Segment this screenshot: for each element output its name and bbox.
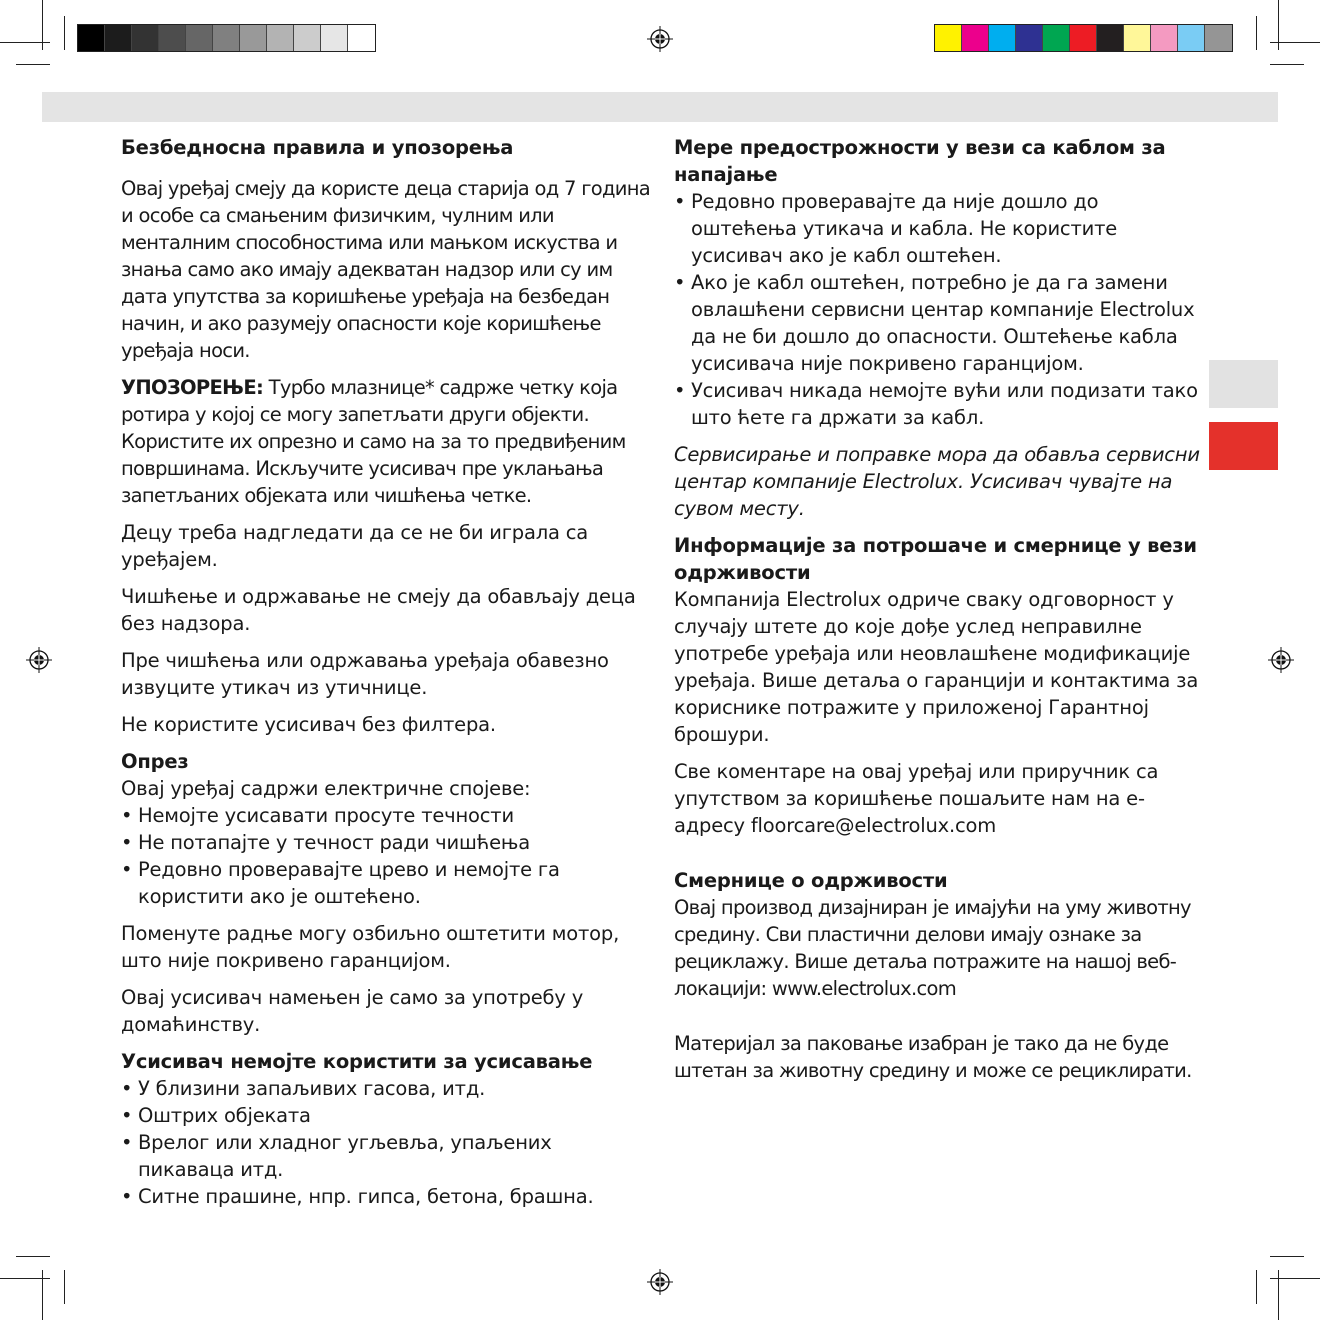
crop-mark bbox=[64, 1270, 65, 1304]
color-swatch bbox=[78, 25, 105, 51]
color-swatch bbox=[240, 25, 267, 51]
registration-mark-icon bbox=[647, 26, 673, 52]
caution-list bbox=[121, 802, 651, 910]
cleaning-paragraph: Чишћење и одржавање не смеју да обављају деца без надзора. bbox=[121, 585, 636, 635]
registration-mark-icon bbox=[1268, 647, 1294, 673]
right-column bbox=[674, 134, 1204, 1094]
color-swatch bbox=[321, 25, 348, 51]
color-swatch bbox=[1178, 25, 1205, 51]
crop-mark bbox=[0, 42, 50, 43]
service-paragraph: Сервисирање и поправке мора да обавља сервисни центар компаније Electrolux. Усисивач чувајте на сувом месту. bbox=[674, 443, 1200, 520]
crop-mark bbox=[0, 1278, 50, 1279]
warning-text: Турбо млазнице* садрже четку која ротира у којој се могу запетљати други објекти. Користите их опрезно и само на за то предвиђеним површинама. Искључите усисивач пре уклањања запетљаних објеката или чишћења четке. bbox=[121, 376, 626, 507]
color-swatch bbox=[186, 25, 213, 51]
cable-title: Мере предострожности у вези са каблом за напајање bbox=[674, 136, 1166, 186]
color-swatch bbox=[1016, 25, 1043, 51]
color-swatch bbox=[294, 25, 321, 51]
caution-intro: Овај уређај садржи електричне спојеве: bbox=[121, 777, 531, 800]
list-item: • Немојте усисавати просуте течности bbox=[121, 802, 651, 829]
side-tab-grey bbox=[1209, 360, 1278, 408]
donot-title: Усисивач немојте користити за усисавање bbox=[121, 1050, 593, 1073]
crop-mark bbox=[1270, 1278, 1320, 1279]
crop-mark bbox=[1256, 16, 1257, 50]
sustain-title: Смернице о одрживости bbox=[674, 869, 948, 892]
caution-title: Опрез bbox=[121, 750, 189, 773]
color-swatch bbox=[1070, 25, 1097, 51]
cable-list bbox=[674, 188, 1204, 431]
donot-list bbox=[121, 1075, 651, 1210]
motor-paragraph: Поменуте радње могу озбиљно оштетити мотор, што није покривено гаранцијом. bbox=[121, 922, 620, 972]
grayscale-color-bar bbox=[77, 24, 376, 52]
color-swatch bbox=[132, 25, 159, 51]
household-paragraph: Овај усисивач намењен је само за употребу у домаћинству. bbox=[121, 986, 584, 1036]
children-paragraph: Децу треба надгледати да се не би играла са уређајем. bbox=[121, 521, 589, 571]
comments-paragraph: Све коментаре на овај уређај или приручник са упутством за коришћење пошаљите нам на е-адресу floorcare@electrolux.com bbox=[674, 760, 1159, 837]
crop-mark bbox=[16, 64, 50, 65]
consumer-title: Информације за потрошаче и смернице у вези одрживости bbox=[674, 534, 1197, 584]
color-swatch bbox=[1124, 25, 1151, 51]
registration-mark-icon bbox=[647, 1269, 673, 1295]
header-band bbox=[42, 92, 1278, 122]
list-item: • Не потапајте у течност ради чишћења bbox=[121, 829, 651, 856]
crop-mark bbox=[1270, 42, 1320, 43]
color-swatch bbox=[1151, 25, 1178, 51]
color-swatch bbox=[1043, 25, 1070, 51]
list-item: • Ситне прашине, нпр. гипса, бетона, брашна. bbox=[121, 1183, 651, 1210]
list-item: • Врелог или хладног угљевља, упаљених пикаваца итд. bbox=[121, 1129, 651, 1183]
crop-mark bbox=[1256, 1270, 1257, 1304]
color-swatch bbox=[962, 25, 989, 51]
safety-title: Безбедносна правила и упозорења bbox=[121, 136, 514, 159]
list-item: • У близини запаљивих гасова, итд. bbox=[121, 1075, 651, 1102]
packaging-paragraph: Материјал за паковање изабран је тако да не буде штетан за животну средину и може се рециклирати. bbox=[674, 1032, 1192, 1082]
color-swatch bbox=[1205, 25, 1232, 51]
color-swatch bbox=[348, 25, 375, 51]
side-tab-red bbox=[1209, 422, 1278, 470]
list-item: • Оштрих објеката bbox=[121, 1102, 651, 1129]
warning-paragraph bbox=[121, 374, 651, 509]
color-swatch bbox=[935, 25, 962, 51]
crop-mark bbox=[64, 16, 65, 50]
filter-paragraph: Не користите усисивач без филтера. bbox=[121, 713, 496, 736]
process-color-bar bbox=[934, 24, 1233, 52]
list-item: • Редовно проверавајте да није дошло до оштећења утикача и кабла. Не користите усисивач ако је кабл оштећен. bbox=[674, 188, 1204, 269]
crop-mark bbox=[1270, 1256, 1304, 1257]
color-swatch bbox=[989, 25, 1016, 51]
color-swatch bbox=[213, 25, 240, 51]
color-swatch bbox=[267, 25, 294, 51]
color-swatch bbox=[105, 25, 132, 51]
left-column bbox=[121, 134, 651, 1220]
crop-mark bbox=[16, 1256, 50, 1257]
list-item: • Усисивач никада немојте вући или подизати тако што ћете га држати за кабл. bbox=[674, 377, 1204, 431]
color-swatch bbox=[159, 25, 186, 51]
warning-label: УПОЗОРЕЊЕ: bbox=[121, 376, 264, 399]
consumer-paragraph: Компанија Electrolux одриче сваку одговорност у случају штете до које дође услед неправилне употребе уређаја или неовлашћене модификације уређаја. Више детаља о гаранцији и контактима за кориснике потражите у приложеној Гарантној брошури. bbox=[674, 588, 1199, 746]
unplug-paragraph: Пре чишћења или одржавања уређаја обавезно извуците утикач из утичнице. bbox=[121, 649, 609, 699]
crop-mark bbox=[1270, 64, 1304, 65]
registration-mark-icon bbox=[26, 647, 52, 673]
safety-paragraph: Овај уређај смеју да користе деца старија од 7 година и особе са смањеним физичким, чулним или менталним способностима или мањком искуства и знања само ако имају адекватан надзор или су им дата упутства за коришћење уређаја на безбедан начин, и ако разумеју опасности које коришћење уређаја носи. bbox=[121, 177, 651, 362]
list-item: • Редовно проверавајте црево и немојте га користити ако је оштећено. bbox=[121, 856, 651, 910]
sustain-paragraph: Овај производ дизајниран је имајући на уму животну средину. Сви пластични делови имају ознаке за рециклажу. Више детаља потражите на нашој веб-локацији: www.electrolux.com bbox=[674, 896, 1191, 1000]
list-item: • Ако је кабл оштећен, потребно је да га замени овлашћени сервисни центар компаније Electrolux да не би дошло до опасности. Оштећење кабла усисивача није покривено гаранцијом. bbox=[674, 269, 1204, 377]
color-swatch bbox=[1097, 25, 1124, 51]
